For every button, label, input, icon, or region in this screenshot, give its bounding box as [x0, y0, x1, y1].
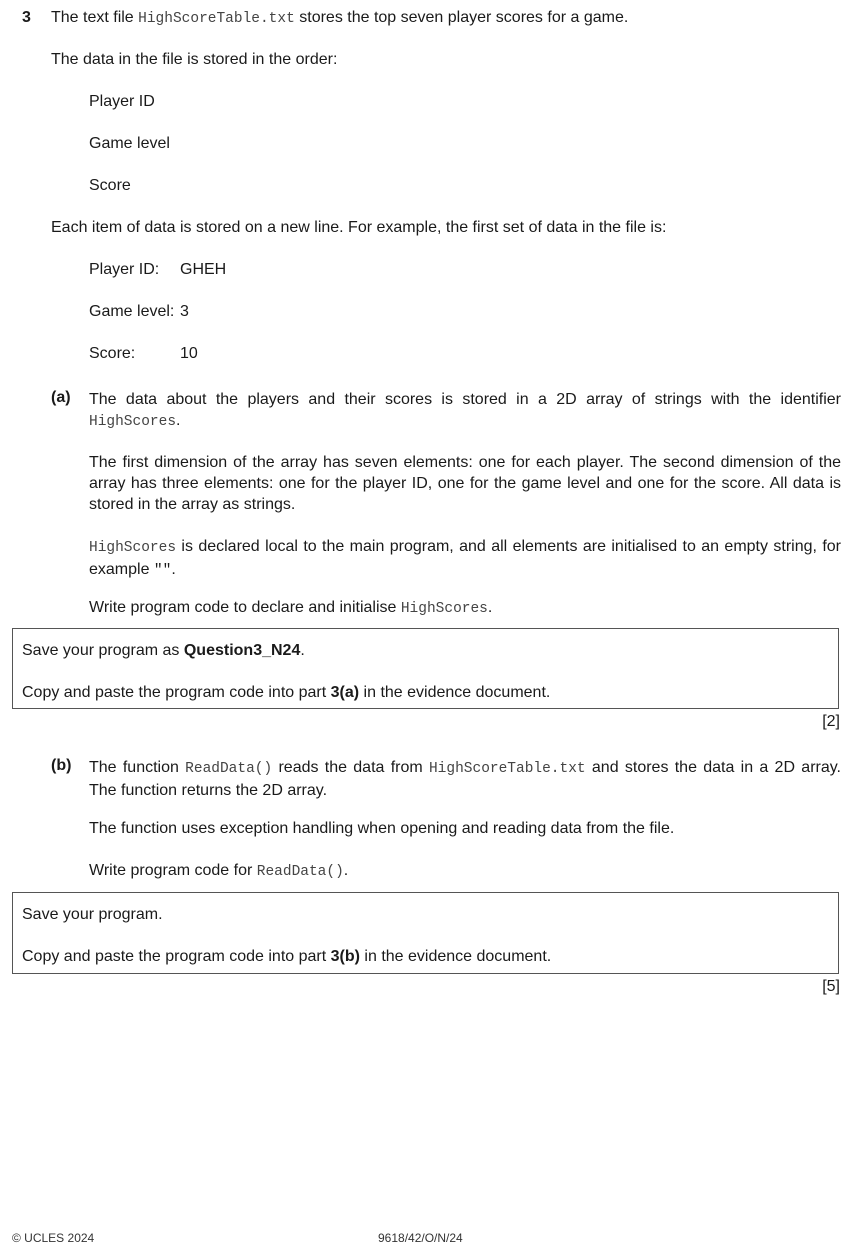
part-b-instruction-box [12, 892, 839, 974]
part-a-box-save-end: . [300, 642, 305, 659]
example-label-score: Score: [89, 345, 136, 362]
part-a-p3-code: HighScores [89, 540, 177, 556]
part-a-box-copy-end: in the evidence document. [359, 684, 551, 701]
footer-paper-code: 9618/42/O/N/24 [378, 1231, 463, 1245]
part-b-p1-end: and stores the data in a 2D array. The function returns the 2D array. [89, 759, 842, 799]
part-a-box-save-text: Save your program as [22, 642, 184, 659]
part-b-box-part-ref: 3(b) [330, 948, 360, 965]
part-a-p3-code-empty: "" [153, 563, 172, 579]
part-a-p4-text: Write program code to declare and initialise [89, 599, 401, 616]
part-a-p1-end: . [176, 412, 181, 429]
question-number: 3 [22, 9, 31, 26]
order-item-score: Score [89, 177, 131, 194]
part-b-paragraph-3 [89, 862, 348, 880]
part-a-p4-end: . [487, 599, 493, 616]
part-b-p1-filename: HighScoreTable.txt [428, 761, 586, 777]
intro-text-post: stores the top seven player scores for a game. [294, 9, 629, 26]
part-a-paragraph-4 [89, 599, 492, 617]
part-a-box-copy-line [22, 684, 550, 702]
part-a-box-program-name: Question3_N24 [183, 642, 301, 659]
part-a-box-save-line [22, 642, 305, 660]
part-b-p1-mid: reads the data from [272, 759, 429, 776]
part-b-p1-text: The function [89, 759, 186, 776]
part-a-marks: [2] [822, 713, 840, 730]
order-intro: The data in the file is stored in the order: [51, 51, 338, 68]
part-a-paragraph-2: The first dimension of the array has seven elements: one for each player. The second dimension of the array has three elements: one for the player ID, one for the game level and one for the score. All data is stored in the array as strings. [89, 454, 841, 513]
example-label-game-level: Game level: [89, 303, 175, 320]
part-b-label: (b) [51, 757, 72, 774]
intro-text-pre: The text file [51, 9, 139, 26]
part-b-paragraph-2: The function uses exception handling when opening and reading data from the file. [89, 820, 675, 837]
example-intro: Each item of data is stored on a new line. For example, the first set of data in the file is: [51, 219, 667, 236]
part-b-p3-code: ReadData() [256, 864, 344, 880]
part-b-p3-end: . [343, 862, 349, 879]
intro-filename: HighScoreTable.txt [138, 11, 295, 27]
part-b-box-copy-text: Copy and paste the program code into part [22, 948, 331, 965]
footer-copyright: © UCLES 2024 [12, 1231, 95, 1245]
order-item-game-level: Game level [89, 135, 170, 152]
part-b-paragraph-1 [89, 757, 841, 801]
part-a-p3-end: . [171, 561, 176, 578]
part-a-box-copy-text: Copy and paste the program code into part [22, 684, 331, 701]
part-a-paragraph-1 [89, 389, 841, 433]
part-b-marks: [5] [822, 978, 840, 995]
part-a-p1-code: HighScores [89, 414, 177, 430]
part-a-p4-code: HighScores [400, 601, 488, 617]
order-item-player-id: Player ID [89, 93, 155, 110]
part-a-p1-text: The data about the players and their scores is stored in a 2D array of strings with the identifier [89, 391, 841, 408]
example-value-player-id: GHEH [180, 261, 227, 278]
part-b-p3-text: Write program code for [89, 862, 257, 879]
example-value-score: 10 [180, 345, 198, 362]
example-value-game-level: 3 [180, 303, 189, 320]
part-b-box-save-line: Save your program. [22, 906, 163, 923]
part-a-box-part-ref: 3(a) [330, 684, 360, 701]
part-b-box-copy-end: in the evidence document. [359, 948, 552, 965]
question-intro [51, 9, 628, 27]
part-a-label: (a) [51, 389, 71, 406]
example-label-player-id: Player ID: [89, 261, 160, 278]
part-b-p1-code: ReadData() [185, 761, 273, 777]
part-a-paragraph-3 [89, 536, 841, 582]
part-a-p3-text: is declared local to the main program, and all elements are initialised to an empty string, for example [89, 538, 841, 578]
part-a-instruction-box [12, 628, 839, 709]
part-b-box-copy-line [22, 948, 551, 966]
